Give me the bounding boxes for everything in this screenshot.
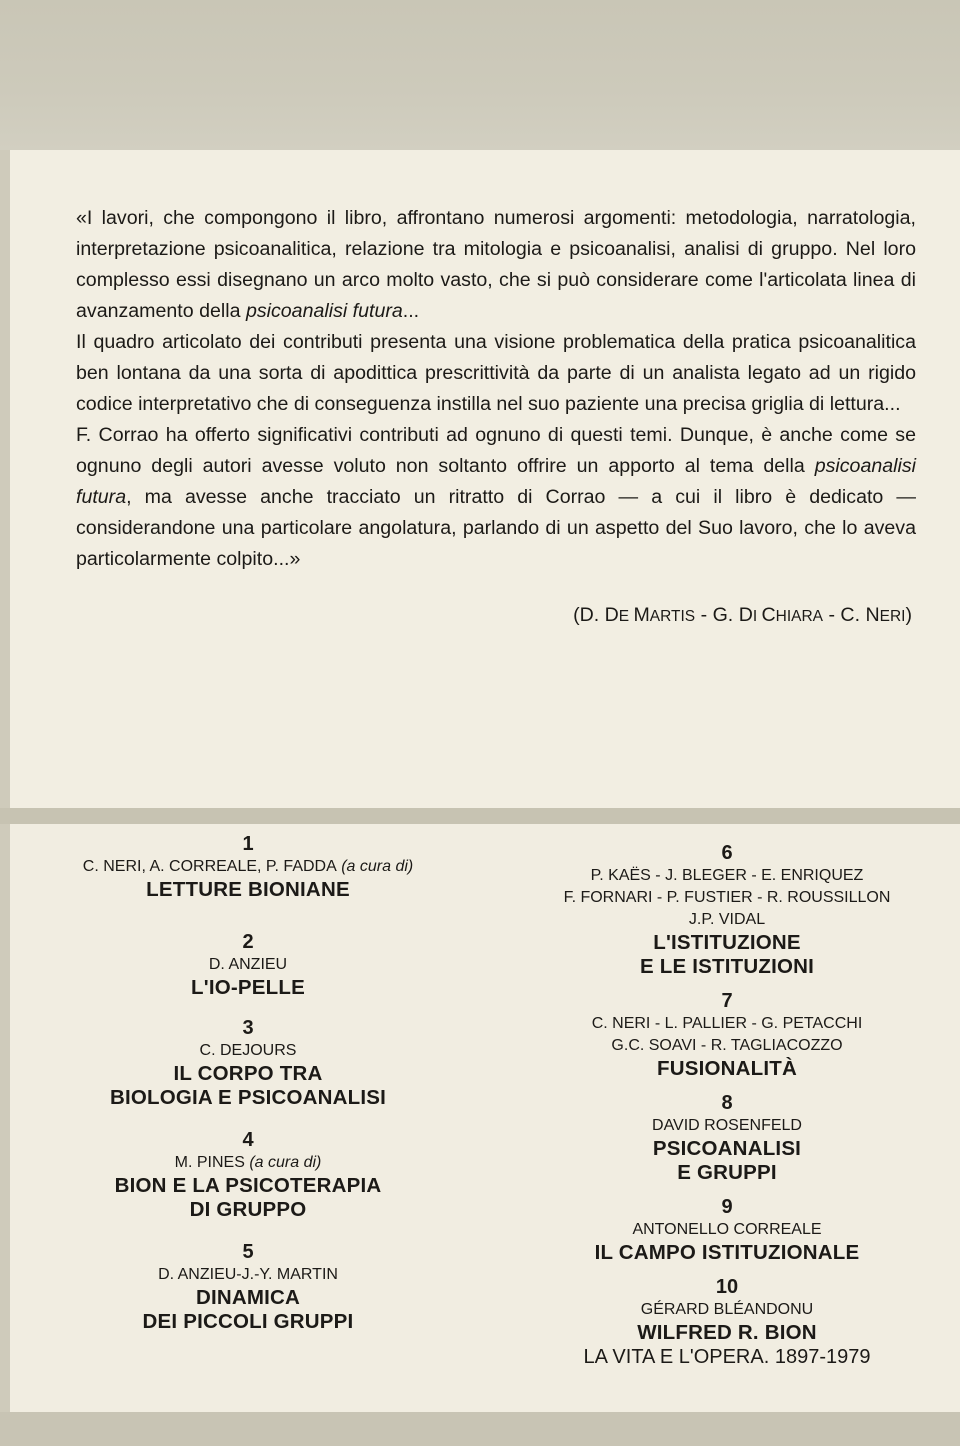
quote-text: ...	[402, 300, 420, 322]
author-names: M. PINES	[174, 1154, 245, 1171]
series-title: E LE ISTITUZIONI	[639, 955, 815, 978]
series-number: 6	[721, 842, 733, 864]
series-number: 8	[721, 1092, 733, 1114]
bottom-margin-band	[0, 1412, 960, 1446]
series-title: IL CAMPO ISTITUZIONALE	[594, 1241, 860, 1264]
series-entry-6	[532, 841, 922, 979]
series-entry-7	[532, 989, 922, 1081]
quote-paragraph-2	[76, 327, 916, 420]
series-title: L'ISTITUZIONE	[653, 931, 801, 954]
series-entry-1	[48, 832, 448, 902]
series-authors: C. DEJOURS	[199, 1042, 297, 1059]
series-title: E GRUPPI	[677, 1161, 777, 1184]
attr-part: HIARA	[775, 608, 824, 625]
series-title: DEI PICCOLI GRUPPI	[142, 1310, 354, 1333]
back-cover-quote	[76, 203, 916, 575]
quote-paragraph-3	[76, 420, 916, 575]
series-authors: P. KAËS - J. BLEGER - E. ENRIQUEZ	[590, 867, 864, 884]
quote-text: Il quadro articolato dei contributi presenta una visione problematica della pratica psicoanalitica ben lontana da una sorta di apodittica prescrittività da parte di un analista legato ad un rigido codice interpretativo che di conseguenza instilla nel suo paziente una precisa griglia di lettura...	[76, 331, 916, 415]
series-title: LETTURE BIONIANE	[146, 878, 350, 901]
series-authors: C. NERI - L. PALLIER - G. PETACCHI	[591, 1015, 863, 1032]
series-title: L'IO-PELLE	[191, 976, 305, 999]
series-number: 3	[242, 1017, 254, 1039]
series-authors	[48, 1152, 448, 1174]
series-authors	[48, 856, 448, 878]
author-names: C. NERI, A. CORREALE, P. FADDA	[82, 858, 337, 875]
series-authors: J.P. VIDAL	[688, 911, 766, 928]
editor-note: (a cura di)	[336, 858, 414, 875]
series-authors: DAVID ROSENFELD	[652, 1117, 802, 1134]
series-authors: D. ANZIEU-J.-Y. MARTIN	[158, 1266, 338, 1283]
series-entry-5	[48, 1240, 448, 1334]
series-number: 5	[242, 1241, 254, 1263]
series-authors: F. FORNARI - P. FUSTIER - R. ROUSSILLON	[563, 889, 891, 906]
series-entry-8	[532, 1091, 922, 1185]
top-margin-band	[0, 0, 960, 150]
quote-text: «I lavori, che compongono il libro, affrontano numerosi argomenti: metodologia, narratologia, interpretazione psicoanalitica, relazione tra mitologia e psicoanalisi, analisi di gruppo. Nel loro complesso essi disegnano un arco molto vasto, che si può considerare come l'articolata linea di avanzamento della	[76, 207, 916, 322]
series-title: DI GRUPPO	[189, 1198, 307, 1221]
attr-part: - G.	[695, 604, 739, 626]
editor-note: (a cura di)	[244, 1154, 322, 1171]
attr-part: C	[761, 604, 776, 626]
series-number: 1	[242, 833, 254, 855]
quote-emphasis: psicoanalisi futura	[76, 455, 916, 508]
series-authors: D. ANZIEU	[208, 956, 288, 973]
series-title: FUSIONALITÀ	[657, 1057, 797, 1080]
series-authors: ANTONELLO CORREALE	[632, 1221, 822, 1238]
attr-part: D	[604, 604, 619, 626]
attr-part: I	[752, 608, 762, 625]
attr-part: - C.	[823, 604, 866, 626]
attr-part: ARTIS	[649, 608, 696, 625]
series-authors: GÉRARD BLÉANDONU	[640, 1301, 814, 1318]
quote-text: F. Corrao ha offerto significativi contributi ad ognuno di questi temi. Dunque, è anche come se ognuno degli autori avesse voluto non soltanto offrire un apporto al tema della	[76, 424, 916, 477]
series-entry-9	[532, 1195, 922, 1265]
attr-part: D	[738, 604, 753, 626]
series-title: WILFRED R. BION	[637, 1321, 817, 1344]
quote-emphasis: psicoanalisi futura	[245, 300, 403, 322]
series-title: DINAMICA	[195, 1286, 301, 1309]
attr-part: E	[618, 608, 634, 625]
series-number: 7	[721, 990, 733, 1012]
series-title: BIOLOGIA E PSICOANALISI	[109, 1086, 387, 1109]
series-entry-10	[532, 1275, 922, 1369]
quote-paragraph-1	[76, 203, 916, 327]
attr-part: (D.	[573, 604, 605, 626]
series-number: 10	[715, 1276, 739, 1298]
series-number: 9	[721, 1196, 733, 1218]
series-title: IL CORPO TRA	[173, 1062, 323, 1085]
series-entry-2	[48, 930, 448, 1000]
section-divider	[0, 808, 960, 824]
series-authors: G.C. SOAVI - R. TAGLIACOZZO	[611, 1037, 843, 1054]
series-entry-4	[48, 1128, 448, 1222]
attr-part: M	[633, 604, 650, 626]
series-list-left	[48, 830, 448, 1334]
series-subtitle: LA VITA E L'OPERA. 1897-1979	[583, 1346, 871, 1368]
series-number: 4	[242, 1129, 254, 1151]
attr-part: )	[905, 604, 912, 626]
quote-attribution	[573, 600, 912, 632]
series-title: BION E LA PSICOTERAPIA	[114, 1174, 382, 1197]
quote-text: , ma avesse anche tracciato un ritratto di Corrao — a cui il libro è dedicato — considerandone una particolare angolatura, parlando di un aspetto del Suo lavoro, che lo aveva particolarmente colpito...»	[76, 486, 916, 570]
series-entry-3	[48, 1016, 448, 1110]
series-title: PSICOANALISI	[652, 1137, 802, 1160]
attr-part: N	[865, 604, 880, 626]
series-list-right	[532, 830, 922, 1369]
series-number: 2	[242, 931, 254, 953]
attr-part: ERI	[879, 608, 906, 625]
